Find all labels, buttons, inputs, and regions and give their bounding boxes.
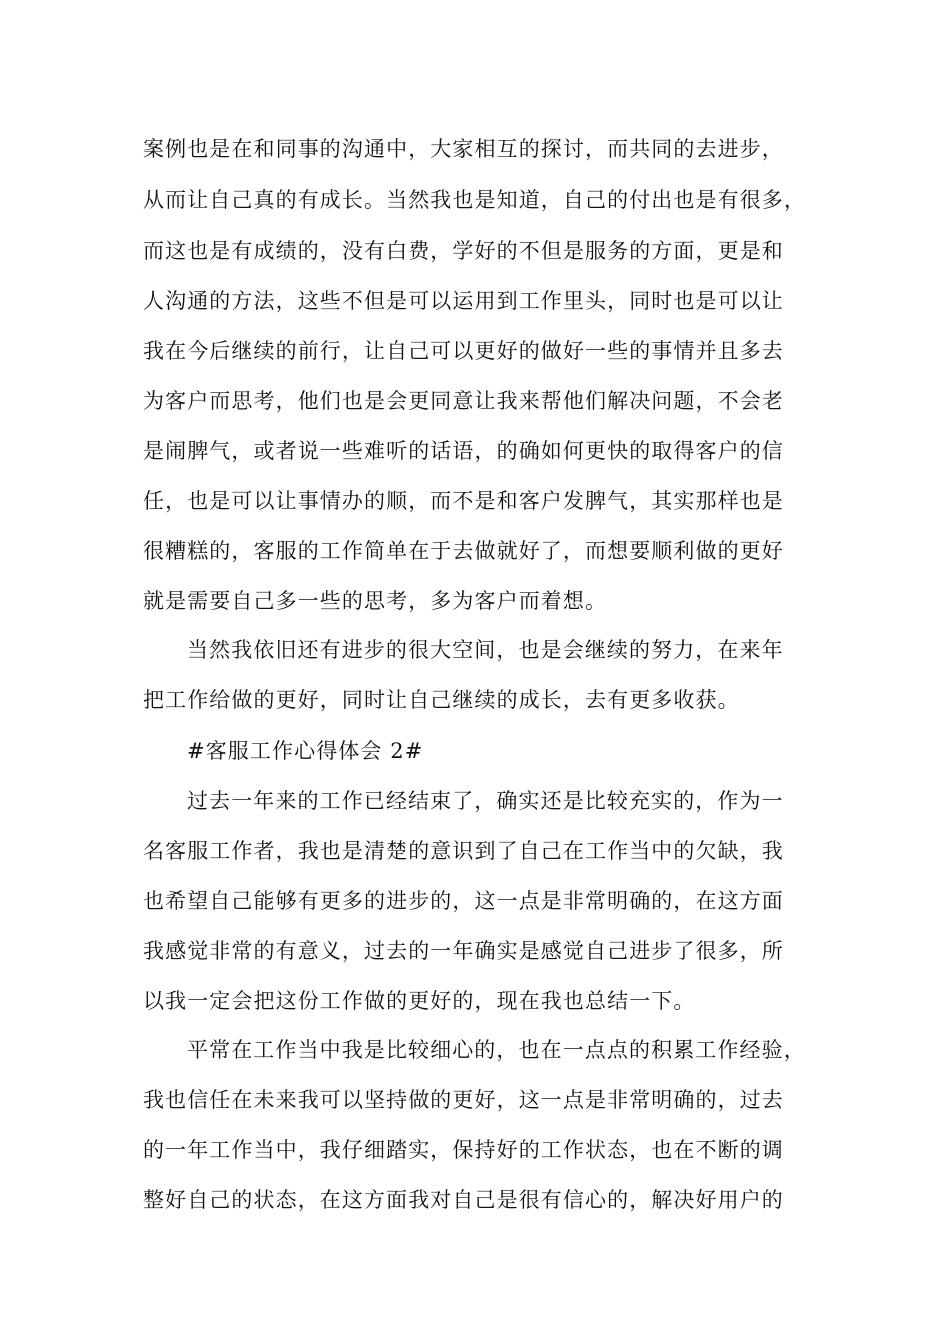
- paragraph-line: 以我一定会把这份工作做的更好的，现在我也总结一下。: [143, 989, 696, 1013]
- paragraph-line: 平常在工作当中我是比较细心的，也在一点点的积累工作经验，: [187, 1038, 806, 1062]
- paragraph-line: 也希望自己能够有更多的进步的，这一点是非常明确的，在这方面: [143, 889, 784, 913]
- section-heading: #客服工作心得体会 2#: [187, 739, 424, 763]
- paragraph-line: 把工作给做的更好，同时让自己继续的成长，去有更多收获。: [143, 688, 740, 712]
- paragraph-line: 从而让自己真的有成长。当然我也是知道，自己的付出也是有很多，: [143, 188, 806, 212]
- paragraph-line: 就是需要自己多一些的思考，多为客户而着想。: [143, 589, 608, 613]
- paragraph-line: 当然我依旧还有进步的很大空间，也是会继续的努力，在来年: [187, 638, 784, 662]
- paragraph-line: 而这也是有成绩的，没有白费，学好的不但是服务的方面，更是和: [143, 239, 784, 263]
- paragraph-line: 的一年工作当中，我仔细踏实，保持好的工作状态，也在不断的调: [143, 1138, 784, 1162]
- paragraph-line: 案例也是在和同事的沟通中，大家相互的探讨，而共同的去进步，: [143, 137, 784, 161]
- paragraph-line: 我也信任在未来我可以坚持做的更好，这一点是非常明确的，过去: [143, 1088, 784, 1112]
- paragraph-line: 为客户而思考，他们也是会更同意让我来帮他们解决问题，不会老: [143, 389, 784, 413]
- paragraph-line: 我感觉非常的有意义，过去的一年确实是感觉自己进步了很多，所: [143, 939, 784, 963]
- paragraph-line: 是闹脾气，或者说一些难听的话语，的确如何更快的取得客户的信: [143, 439, 784, 463]
- paragraph-line: 名客服工作者，我也是清楚的意识到了自己在工作当中的欠缺，我: [143, 839, 784, 863]
- paragraph-line: 人沟通的方法，这些不但是可以运用到工作里头，同时也是可以让: [143, 289, 784, 313]
- paragraph-line: 我在今后继续的前行，让自己可以更好的做好一些的事情并且多去: [143, 339, 784, 363]
- paragraph-line: 过去一年来的工作已经结束了，确实还是比较充实的，作为一: [187, 789, 784, 813]
- paragraph-line: 整好自己的状态，在这方面我对自己是很有信心的，解决好用户的: [143, 1188, 784, 1212]
- paragraph-line: 任，也是可以让事情办的顺，而不是和客户发脾气，其实那样也是: [143, 489, 784, 513]
- paragraph-line: 很糟糕的，客服的工作简单在于去做就好了，而想要顺利做的更好: [143, 539, 784, 563]
